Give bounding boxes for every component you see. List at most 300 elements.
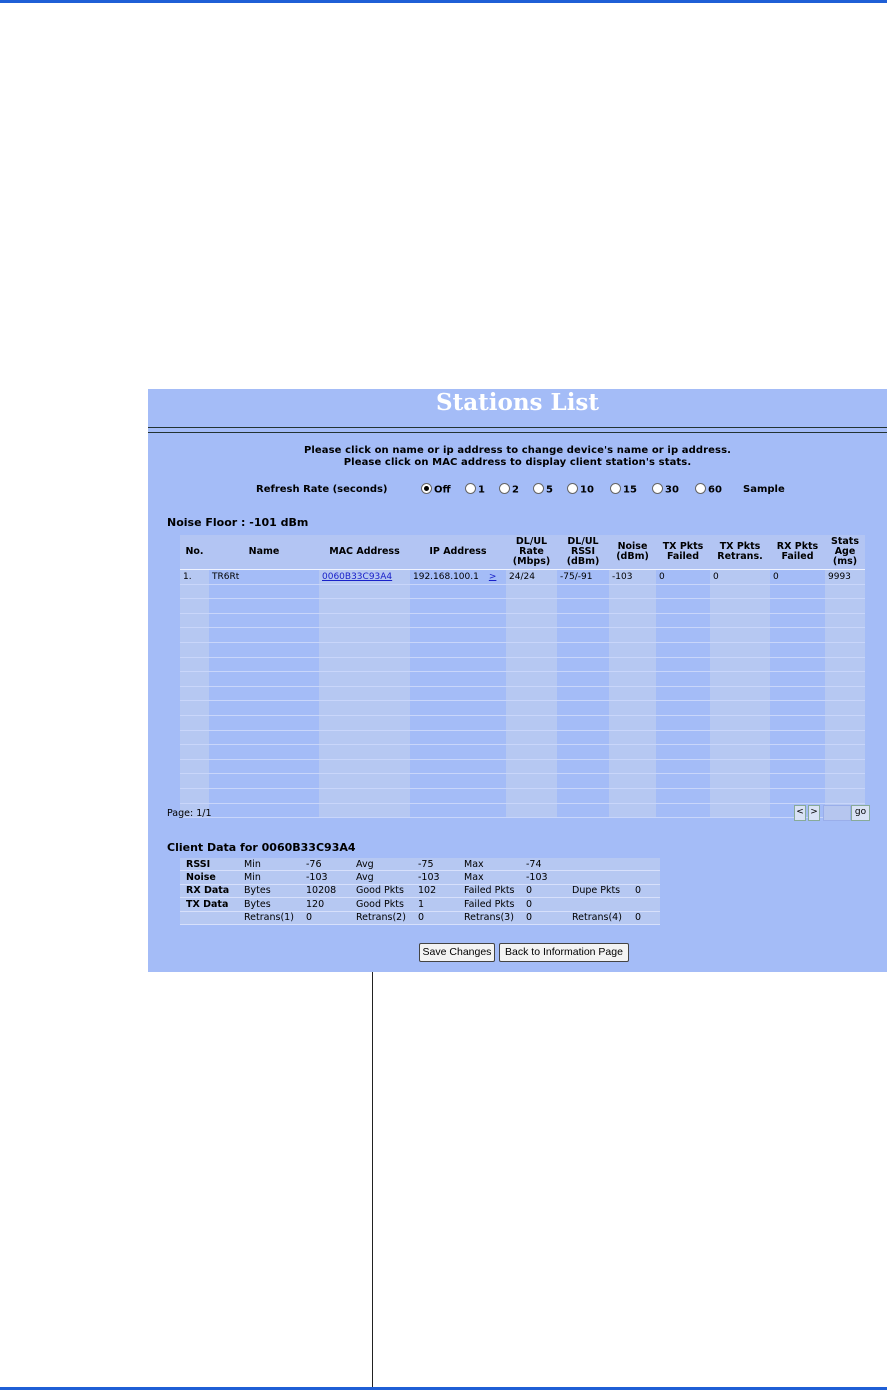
empty-cell <box>656 774 710 789</box>
refresh-radio-1[interactable]: 1 <box>465 484 485 498</box>
empty-cell <box>506 628 557 643</box>
client-field-label: Min <box>238 871 300 884</box>
empty-cell <box>319 599 410 614</box>
empty-cell <box>209 672 319 687</box>
empty-cell <box>710 774 770 789</box>
empty-cell <box>319 759 410 774</box>
cell-rate: 24/24 <box>506 570 557 585</box>
empty-cell <box>209 715 319 730</box>
empty-cell <box>209 774 319 789</box>
empty-cell <box>209 730 319 745</box>
empty-cell <box>710 715 770 730</box>
table-row-empty <box>180 759 865 774</box>
empty-cell <box>656 730 710 745</box>
empty-cell <box>557 715 609 730</box>
empty-cell <box>410 803 506 818</box>
empty-cell <box>410 701 506 716</box>
empty-cell <box>770 715 825 730</box>
empty-cell <box>180 788 209 803</box>
radio-icon[interactable] <box>499 483 510 494</box>
empty-cell <box>506 730 557 745</box>
empty-cell <box>180 774 209 789</box>
empty-cell <box>410 788 506 803</box>
client-field-value: 120 <box>300 898 350 911</box>
refresh-radio-5[interactable]: 5 <box>533 484 553 498</box>
empty-cell <box>410 715 506 730</box>
empty-cell <box>825 613 865 628</box>
empty-cell <box>319 803 410 818</box>
empty-cell <box>710 613 770 628</box>
empty-cell <box>557 803 609 818</box>
cell-tx-failed: 0 <box>656 570 710 585</box>
empty-cell <box>609 759 656 774</box>
col-header-tx-failed: TX Pkts Failed <box>656 535 710 570</box>
table-row-empty <box>180 701 865 716</box>
empty-cell <box>770 686 825 701</box>
empty-cell <box>656 672 710 687</box>
radio-icon[interactable] <box>465 483 476 494</box>
empty-cell <box>319 701 410 716</box>
cell-noise: -103 <box>609 570 656 585</box>
page-indicator: Page: 1/1 <box>167 808 212 819</box>
empty-cell <box>710 745 770 760</box>
go-button[interactable]: go <box>851 805 870 821</box>
empty-cell <box>319 774 410 789</box>
empty-cell <box>656 599 710 614</box>
empty-cell <box>825 730 865 745</box>
empty-cell <box>656 701 710 716</box>
col-header-ip: IP Address <box>410 535 506 570</box>
empty-cell <box>557 759 609 774</box>
client-data-row <box>180 898 660 911</box>
empty-cell <box>656 788 710 803</box>
table-row-empty <box>180 730 865 745</box>
empty-cell <box>557 642 609 657</box>
client-field-label: Retrans(1) <box>238 911 300 924</box>
empty-cell <box>319 657 410 672</box>
empty-cell <box>825 745 865 760</box>
table-row-empty <box>180 613 865 628</box>
empty-cell <box>825 759 865 774</box>
bottom-rule <box>0 1387 887 1390</box>
cell-mac <box>319 570 410 585</box>
cell-tx-retrans: 0 <box>710 570 770 585</box>
client-field-label: Good Pkts <box>350 884 412 897</box>
client-data-row <box>180 884 660 897</box>
empty-cell <box>410 730 506 745</box>
empty-cell <box>319 672 410 687</box>
empty-cell <box>609 672 656 687</box>
empty-cell <box>609 701 656 716</box>
empty-cell <box>656 613 710 628</box>
empty-cell <box>209 745 319 760</box>
empty-cell <box>410 613 506 628</box>
empty-cell <box>209 788 319 803</box>
empty-cell <box>506 715 557 730</box>
radio-icon[interactable] <box>533 483 544 494</box>
refresh-radio-60[interactable]: 60 <box>695 484 722 498</box>
empty-cell <box>319 745 410 760</box>
vertical-divider <box>372 972 373 1387</box>
radio-icon[interactable] <box>695 483 706 494</box>
empty-cell <box>770 701 825 716</box>
empty-cell <box>609 628 656 643</box>
empty-cell <box>506 759 557 774</box>
client-field-label <box>566 871 629 884</box>
empty-cell <box>319 584 410 599</box>
empty-cell <box>209 613 319 628</box>
table-row-empty <box>180 657 865 672</box>
empty-cell <box>609 584 656 599</box>
empty-cell <box>770 599 825 614</box>
table-row-empty <box>180 672 865 687</box>
client-field-value: 0 <box>300 911 350 924</box>
empty-cell <box>209 701 319 716</box>
empty-cell <box>410 642 506 657</box>
empty-cell <box>319 730 410 745</box>
client-metric-label: RSSI <box>180 858 238 871</box>
client-field-value <box>629 871 660 884</box>
client-data-row <box>180 911 660 924</box>
empty-cell <box>557 788 609 803</box>
empty-cell <box>557 584 609 599</box>
empty-cell <box>506 686 557 701</box>
empty-cell <box>710 701 770 716</box>
client-field-value: 0 <box>520 911 566 924</box>
empty-cell <box>825 774 865 789</box>
prev-page-button[interactable]: < <box>794 805 806 821</box>
client-field-value: -103 <box>520 871 566 884</box>
empty-cell <box>209 657 319 672</box>
empty-cell <box>825 599 865 614</box>
empty-cell <box>770 613 825 628</box>
empty-cell <box>710 628 770 643</box>
stations-table <box>180 535 865 818</box>
empty-cell <box>656 715 710 730</box>
empty-cell <box>557 657 609 672</box>
empty-cell <box>710 803 770 818</box>
top-rule <box>0 0 887 3</box>
empty-cell <box>656 584 710 599</box>
empty-cell <box>770 745 825 760</box>
client-field-label: Good Pkts <box>350 898 412 911</box>
empty-cell <box>710 642 770 657</box>
empty-cell <box>410 599 506 614</box>
client-data-row <box>180 871 660 884</box>
empty-cell <box>180 686 209 701</box>
cell-stats-age: 9993 <box>825 570 865 585</box>
client-field-label: Retrans(3) <box>458 911 520 924</box>
empty-cell <box>410 672 506 687</box>
client-field-label <box>566 858 629 871</box>
client-field-label: Bytes <box>238 898 300 911</box>
empty-cell <box>825 628 865 643</box>
client-metric-label: RX Data <box>180 884 238 897</box>
next-page-button[interactable]: > <box>808 805 820 821</box>
cell-ip <box>410 570 506 585</box>
table-row-empty <box>180 715 865 730</box>
client-field-label <box>566 898 629 911</box>
empty-cell <box>410 657 506 672</box>
table-row-empty <box>180 584 865 599</box>
empty-cell <box>656 657 710 672</box>
empty-cell <box>319 686 410 701</box>
refresh-radio-2[interactable]: 2 <box>499 484 519 498</box>
empty-cell <box>506 599 557 614</box>
client-field-value: -76 <box>300 858 350 871</box>
cell-rx-failed: 0 <box>770 570 825 585</box>
empty-cell <box>656 642 710 657</box>
col-header-noise: Noise (dBm) <box>609 535 656 570</box>
refresh-radio-30[interactable]: 30 <box>652 484 679 498</box>
empty-cell <box>825 788 865 803</box>
table-row-empty <box>180 788 865 803</box>
back-to-info-button[interactable]: Back to Information Page <box>499 943 629 962</box>
client-data-title: Client Data for 0060B33C93A4 <box>167 841 356 854</box>
table-row-empty <box>180 628 865 643</box>
empty-cell <box>410 686 506 701</box>
refresh-radio-15[interactable]: 15 <box>610 484 637 498</box>
empty-cell <box>710 672 770 687</box>
empty-cell <box>557 686 609 701</box>
empty-cell <box>319 715 410 730</box>
client-field-value: 102 <box>412 884 458 897</box>
ip-go-link[interactable]: > <box>488 571 497 582</box>
empty-cell <box>770 788 825 803</box>
client-metric-label: Noise <box>180 871 238 884</box>
page-title: Stations List <box>436 389 599 416</box>
cell-rssi: -75/-91 <box>557 570 609 585</box>
empty-cell <box>609 803 656 818</box>
refresh-rate-label: Refresh Rate (seconds) <box>256 484 388 495</box>
empty-cell <box>410 745 506 760</box>
client-field-label: Retrans(4) <box>566 911 629 924</box>
col-header-tx-retrans: TX Pkts Retrans. <box>710 535 770 570</box>
empty-cell <box>209 803 319 818</box>
empty-cell <box>506 701 557 716</box>
empty-cell <box>180 584 209 599</box>
empty-cell <box>557 672 609 687</box>
col-header-stats-age: Stats Age (ms) <box>825 535 865 570</box>
empty-cell <box>180 628 209 643</box>
empty-cell <box>609 599 656 614</box>
client-field-value: 0 <box>520 898 566 911</box>
client-metric-label <box>180 911 238 924</box>
client-field-value: -103 <box>412 871 458 884</box>
col-header-mac: MAC Address <box>319 535 410 570</box>
client-field-label: Retrans(2) <box>350 911 412 924</box>
empty-cell <box>609 613 656 628</box>
table-row-empty <box>180 686 865 701</box>
table-row-empty <box>180 774 865 789</box>
empty-cell <box>557 599 609 614</box>
empty-cell <box>710 599 770 614</box>
client-data-table <box>180 858 660 925</box>
refresh-rate-group <box>256 484 816 498</box>
table-header-row <box>180 535 865 570</box>
empty-cell <box>710 657 770 672</box>
empty-cell <box>506 788 557 803</box>
empty-cell <box>506 672 557 687</box>
empty-cell <box>410 774 506 789</box>
empty-cell <box>770 657 825 672</box>
col-header-rate: DL/UL Rate (Mbps) <box>506 535 557 570</box>
refresh-radio-10[interactable]: 10 <box>567 484 594 498</box>
empty-cell <box>770 730 825 745</box>
empty-cell <box>609 730 656 745</box>
client-field-value: 0 <box>412 911 458 924</box>
col-header-rx-failed: RX Pkts Failed <box>770 535 825 570</box>
empty-cell <box>506 613 557 628</box>
save-changes-button[interactable]: Save Changes <box>419 943 495 962</box>
client-field-label: Dupe Pkts <box>566 884 629 897</box>
client-field-label: Avg <box>350 858 412 871</box>
empty-cell <box>825 672 865 687</box>
empty-cell <box>609 715 656 730</box>
title-divider <box>148 432 887 433</box>
empty-cell <box>209 759 319 774</box>
empty-cell <box>209 686 319 701</box>
empty-cell <box>506 642 557 657</box>
empty-cell <box>557 745 609 760</box>
client-field-value: 1 <box>412 898 458 911</box>
empty-cell <box>557 701 609 716</box>
empty-cell <box>710 788 770 803</box>
table-row-empty <box>180 745 865 760</box>
empty-cell <box>825 701 865 716</box>
sample-label: Sample <box>743 484 785 495</box>
empty-cell <box>180 759 209 774</box>
empty-cell <box>825 584 865 599</box>
client-field-label: Failed Pkts <box>458 884 520 897</box>
empty-cell <box>609 788 656 803</box>
empty-cell <box>209 599 319 614</box>
client-metric-label: TX Data <box>180 898 238 911</box>
empty-cell <box>609 642 656 657</box>
empty-cell <box>506 803 557 818</box>
col-header-rssi: DL/UL RSSI (dBm) <box>557 535 609 570</box>
empty-cell <box>180 657 209 672</box>
client-field-value: -74 <box>520 858 566 871</box>
empty-cell <box>209 584 319 599</box>
empty-cell <box>656 759 710 774</box>
client-field-value: -75 <box>412 858 458 871</box>
empty-cell <box>710 686 770 701</box>
client-field-value: 0 <box>520 884 566 897</box>
empty-cell <box>609 745 656 760</box>
client-field-value: 10208 <box>300 884 350 897</box>
empty-cell <box>656 686 710 701</box>
empty-cell <box>209 642 319 657</box>
mac-address-link[interactable]: 0060B33C93A4 <box>322 571 393 582</box>
empty-cell <box>410 759 506 774</box>
empty-cell <box>506 584 557 599</box>
empty-cell <box>557 613 609 628</box>
table-row-empty <box>180 803 865 818</box>
empty-cell <box>557 730 609 745</box>
cell-no: 1. <box>180 570 209 585</box>
noise-floor: Noise Floor : -101 dBm <box>167 516 309 529</box>
client-field-label: Min <box>238 858 300 871</box>
empty-cell <box>656 628 710 643</box>
client-field-value: 0 <box>629 911 660 924</box>
client-field-label: Avg <box>350 871 412 884</box>
empty-cell <box>180 599 209 614</box>
radio-icon[interactable] <box>610 483 621 494</box>
empty-cell <box>180 613 209 628</box>
client-data-row <box>180 858 660 871</box>
empty-cell <box>319 613 410 628</box>
empty-cell <box>180 745 209 760</box>
empty-cell <box>180 701 209 716</box>
client-field-label: Bytes <box>238 884 300 897</box>
client-field-value <box>629 858 660 871</box>
empty-cell <box>410 628 506 643</box>
empty-cell <box>825 715 865 730</box>
empty-cell <box>180 672 209 687</box>
empty-cell <box>710 730 770 745</box>
radio-selected-icon[interactable] <box>421 483 432 494</box>
refresh-radio-off[interactable]: Off <box>421 484 451 498</box>
empty-cell <box>770 628 825 643</box>
empty-cell <box>609 774 656 789</box>
empty-cell <box>209 628 319 643</box>
empty-cell <box>506 745 557 760</box>
empty-cell <box>557 774 609 789</box>
empty-cell <box>825 657 865 672</box>
client-field-label: Failed Pkts <box>458 898 520 911</box>
col-header-name: Name <box>209 535 319 570</box>
stations-panel <box>148 389 887 972</box>
empty-cell <box>656 745 710 760</box>
empty-cell <box>770 584 825 599</box>
empty-cell <box>180 715 209 730</box>
empty-cell <box>656 803 710 818</box>
empty-cell <box>319 788 410 803</box>
empty-cell <box>180 730 209 745</box>
client-field-value: 0 <box>629 884 660 897</box>
empty-cell <box>710 584 770 599</box>
empty-cell <box>506 657 557 672</box>
empty-cell <box>770 642 825 657</box>
table-row-empty <box>180 599 865 614</box>
instruction-name: Please click on name or ip address to change device's name or ip address. <box>303 445 732 456</box>
empty-cell <box>770 672 825 687</box>
empty-cell <box>710 759 770 774</box>
empty-cell <box>770 759 825 774</box>
page-number-input[interactable] <box>823 805 851 821</box>
empty-cell <box>825 686 865 701</box>
table-row-empty <box>180 642 865 657</box>
table-row <box>180 570 865 585</box>
empty-cell <box>319 642 410 657</box>
empty-cell <box>557 628 609 643</box>
radio-icon[interactable] <box>567 483 578 494</box>
empty-cell <box>410 584 506 599</box>
empty-cell <box>825 642 865 657</box>
col-header-no: No. <box>180 535 209 570</box>
cell-name[interactable]: TR6Rt <box>209 570 319 585</box>
empty-cell <box>609 686 656 701</box>
radio-icon[interactable] <box>652 483 663 494</box>
empty-cell <box>319 628 410 643</box>
client-field-value <box>629 898 660 911</box>
client-field-value: -103 <box>300 871 350 884</box>
ip-address[interactable]: 192.168.100.1 <box>413 571 479 582</box>
empty-cell <box>770 774 825 789</box>
client-field-label: Max <box>458 871 520 884</box>
client-field-label: Max <box>458 858 520 871</box>
